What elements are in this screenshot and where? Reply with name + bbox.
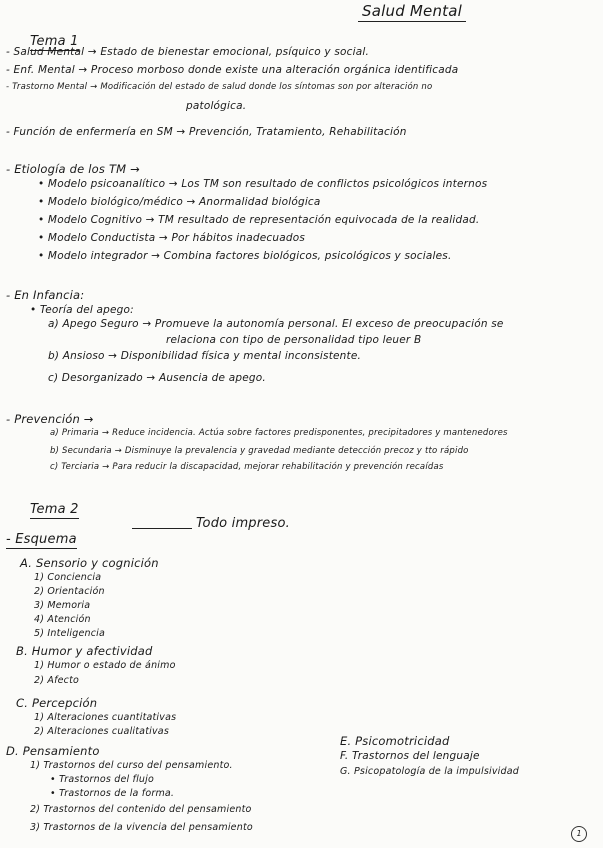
tema1-line-4: patológica.: [186, 100, 247, 112]
section-a-item-3: 3) Memoria: [34, 600, 91, 611]
todo-impreso: Todo impreso.: [196, 516, 290, 531]
section-c-item-2: 2) Alteraciones cualitativas: [34, 726, 169, 737]
tema2-heading: Tema 2: [30, 502, 79, 517]
section-e-title: E. Psicomotricidad: [340, 734, 450, 748]
tema1-line-3: - Trastorno Mental → Modificación del estado de salud donde los síntomas son por alteración no: [6, 82, 433, 92]
section-a-item-5: 5) Inteligencia: [34, 628, 106, 639]
section-b-item-2: 2) Afecto: [34, 675, 80, 686]
arrow-line: [132, 528, 192, 529]
section-d-item-1: 1) Trastornos del curso del pensamiento.: [30, 760, 233, 771]
esquema-heading: - Esquema: [6, 532, 77, 547]
infancia-heading: - En Infancia:: [6, 288, 85, 302]
prevencion-secundaria: b) Secundaria → Disminuye la prevalencia y gravedad mediante detección precoz y tto rápido: [50, 446, 469, 456]
section-c-title: C. Percepción: [16, 696, 98, 710]
section-b-title: B. Humor y afectividad: [16, 644, 153, 658]
teoria-apego: • Teoría del apego:: [30, 304, 134, 316]
etiologia-item-3: • Modelo Cognitivo → TM resultado de representación equivocada de la realidad.: [38, 214, 480, 226]
section-d-item-3: • Trastornos de la forma.: [50, 788, 175, 799]
etiologia-heading: - Etiología de los TM →: [6, 162, 140, 176]
section-a-item-1: 1) Conciencia: [34, 572, 102, 583]
section-d-item-4: 2) Trastornos del contenido del pensamiento: [30, 804, 252, 815]
etiologia-item-5: • Modelo integrador → Combina factores biológicos, psicológicos y sociales.: [38, 250, 452, 262]
tema1-heading: Tema 1: [30, 34, 79, 49]
section-a-item-2: 2) Orientación: [34, 586, 105, 597]
apego-ansioso: b) Ansioso → Disponibilidad física y mental inconsistente.: [48, 350, 362, 362]
section-f-title: F. Trastornos del lenguaje: [340, 750, 480, 762]
section-c-item-1: 1) Alteraciones cuantitativas: [34, 712, 177, 723]
prevencion-terciaria: c) Terciaria → Para reducir la discapacidad, mejorar rehabilitación y prevención recaídas: [50, 462, 444, 472]
section-a-title: A. Sensorio y cognición: [20, 556, 159, 570]
page-header-title: Salud Mental: [358, 2, 466, 22]
funcion-enfermeria: - Función de enfermería en SM → Prevención, Tratamiento, Rehabilitación: [6, 126, 407, 138]
section-d-title: D. Pensamiento: [6, 744, 100, 758]
section-g-title: G. Psicopatología de la impulsividad: [340, 766, 519, 777]
prevencion-primaria: a) Primaria → Reduce incidencia. Actúa sobre factores predisponentes, precipitadores y mantenedores: [50, 428, 508, 438]
apego-seguro: a) Apego Seguro → Promueve la autonomía personal. El exceso de preocupación se: [48, 318, 504, 330]
apego-seguro-cont: relaciona con tipo de personalidad tipo leuer B: [166, 334, 422, 346]
tema1-line-2: - Enf. Mental → Proceso morboso donde existe una alteración orgánica identificada: [6, 64, 459, 76]
etiologia-item-1: • Modelo psicoanalítico → Los TM son resultado de conflictos psicológicos internos: [38, 178, 488, 190]
section-b-item-1: 1) Humor o estado de ánimo: [34, 660, 176, 671]
section-d-item-2: • Trastornos del flujo: [50, 774, 155, 785]
section-a-item-4: 4) Atención: [34, 614, 91, 625]
section-d-item-5: 3) Trastornos de la vivencia del pensamiento: [30, 822, 253, 833]
prevencion-heading: - Prevención →: [6, 412, 94, 426]
etiologia-item-4: • Modelo Conductista → Por hábitos inadecuados: [38, 232, 306, 244]
etiologia-item-2: • Modelo biológico/médico → Anormalidad biológica: [38, 196, 321, 208]
page-number: 1: [571, 826, 587, 842]
apego-desorganizado: c) Desorganizado → Ausencia de apego.: [48, 372, 266, 384]
tema1-line-1: - Salud Mental → Estado de bienestar emocional, psíquico y social.: [6, 46, 370, 58]
